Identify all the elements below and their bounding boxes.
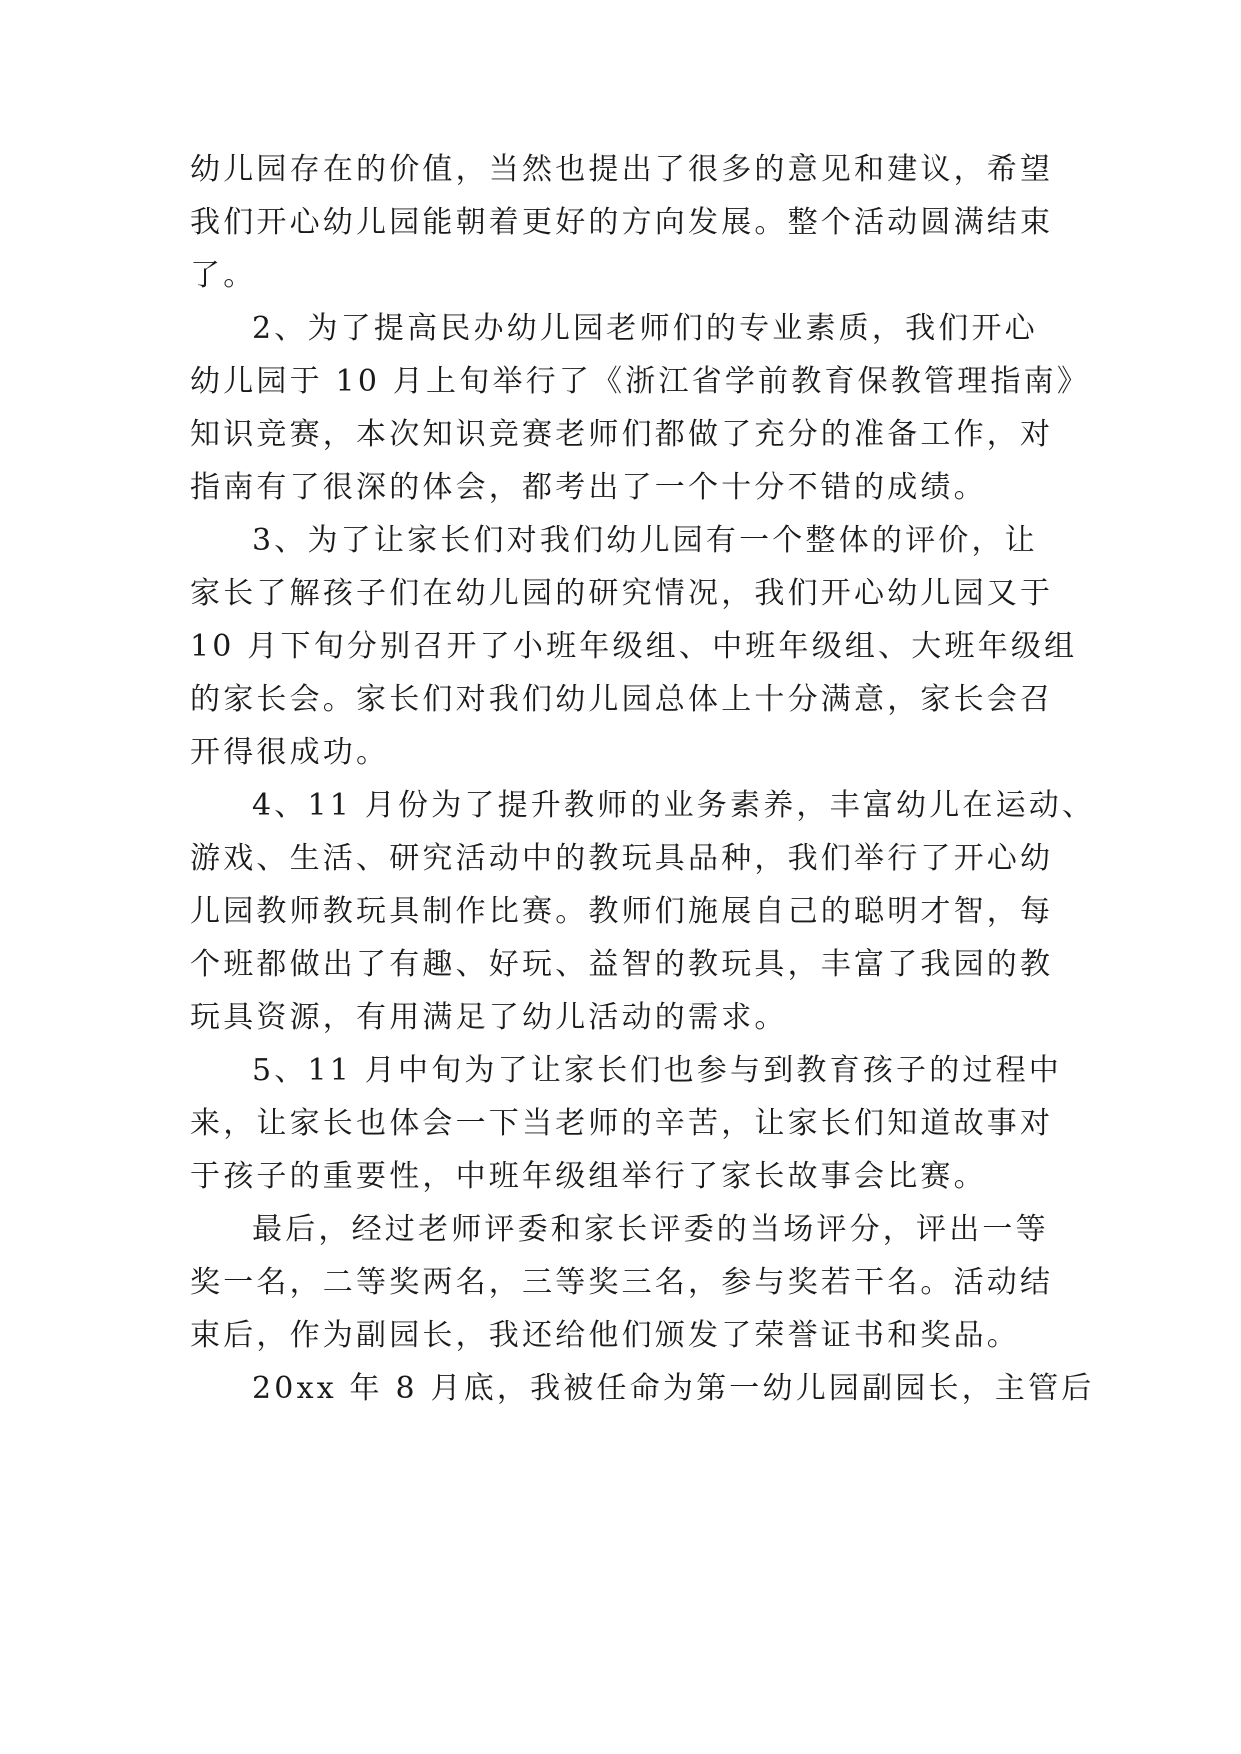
text-line: 个班都做出了有趣、好玩、益智的教玩具，丰富了我园的教 xyxy=(190,947,1054,982)
text-line: 奖一名，二等奖两名，三等奖三名，参与奖若干名。活动结 xyxy=(190,1265,1054,1300)
text-line: 来，让家长也体会一下当老师的辛苦，让家长们知道故事对 xyxy=(190,1106,1054,1141)
text-line: 开得很成功。 xyxy=(190,735,390,770)
text-line: 于孩子的重要性，中班年级组举行了家长故事会比赛。 xyxy=(190,1159,987,1194)
text-line: 知识竞赛，本次知识竞赛老师们都做了充分的准备工作，对 xyxy=(190,417,1054,452)
text-line: 我们开心幼儿园能朝着更好的方向发展。整个活动圆满结束 xyxy=(190,205,1054,240)
text-line: 的家长会。家长们对我们幼儿园总体上十分满意，家长会召 xyxy=(190,682,1054,717)
text-line: 10 月下旬分别召开了小班年级组、中班年级组、大班年级组 xyxy=(190,629,1078,664)
text-line: 束后，作为副园长，我还给他们颁发了荣誉证书和奖品。 xyxy=(190,1318,1020,1353)
paragraph-start-line: 20xx 年 8 月底，我被任命为第一幼儿园副园长，主管后 xyxy=(252,1371,1095,1406)
text-line: 家长了解孩子们在幼儿园的研究情况，我们开心幼儿园又于 xyxy=(190,576,1054,611)
text-line: 玩具资源，有用满足了幼儿活动的需求。 xyxy=(190,1000,788,1035)
text-line: 游戏、生活、研究活动中的教玩具品种，我们举行了开心幼 xyxy=(190,841,1054,876)
paragraph-start-line: 3、为了让家长们对我们幼儿园有一个整体的评价，让 xyxy=(252,523,1038,558)
text-line: 幼儿园存在的价值，当然也提出了很多的意见和建议，希望 xyxy=(190,152,1054,187)
paragraph-start-line: 最后，经过老师评委和家长评委的当场评分，评出一等 xyxy=(252,1212,1049,1247)
text-line: 幼儿园于 10 月上旬举行了《浙江省学前教育保教管理指南》 xyxy=(190,364,1091,399)
paragraph-start-line: 4、11 月份为了提升教师的业务素养，丰富幼儿在运动、 xyxy=(252,788,1096,823)
paragraph-start-line: 5、11 月中旬为了让家长们也参与到教育孩子的过程中 xyxy=(252,1053,1062,1088)
text-line: 儿园教师教玩具制作比赛。教师们施展自己的聪明才智，每 xyxy=(190,894,1054,929)
text-line: 了。 xyxy=(190,258,257,293)
text-line: 指南有了很深的体会，都考出了一个十分不错的成绩。 xyxy=(190,470,987,505)
paragraph-start-line: 2、为了提高民办幼儿园老师们的专业素质，我们开心 xyxy=(252,311,1038,346)
